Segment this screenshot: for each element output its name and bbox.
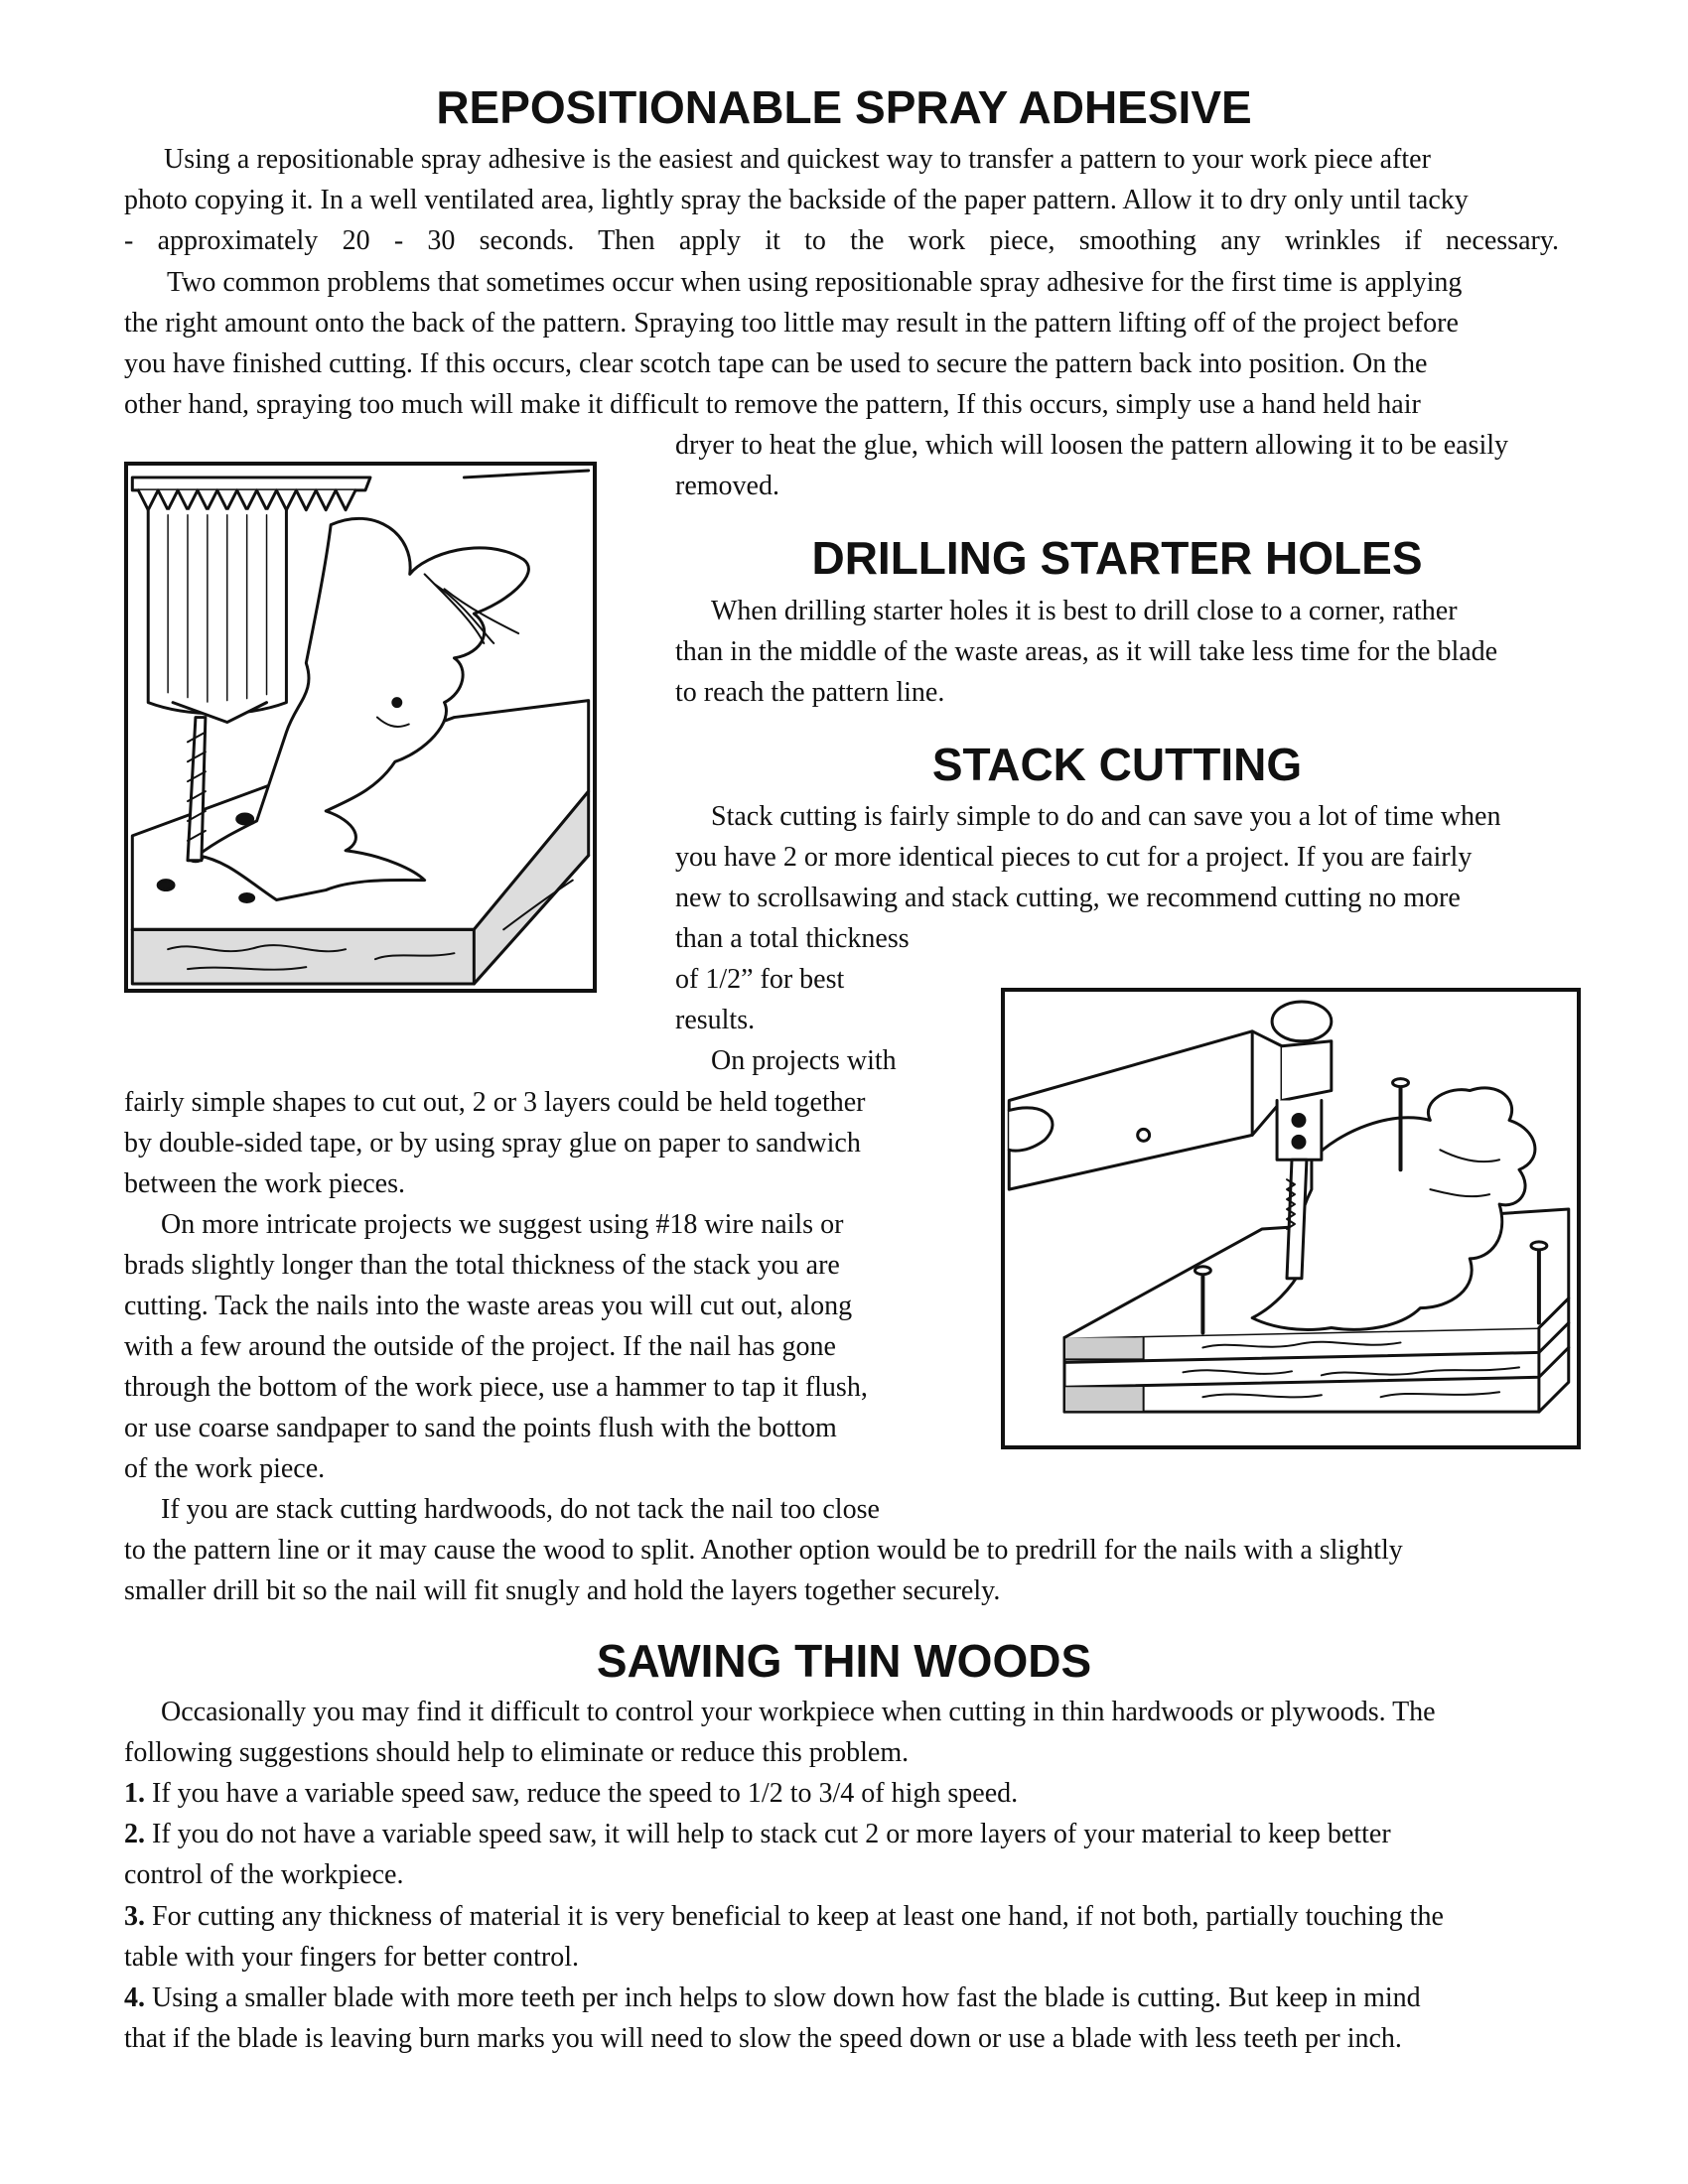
stack-line: of the work piece. [124, 1453, 326, 1484]
adhesive-line: dryer to heat the glue, which will loosen the pattern allowing it to be easily [675, 430, 1509, 461]
suggestion-number: 3. [124, 1901, 145, 1932]
stack-line: to the pattern line or it may cause the wood to split. Another option would be to predrill for the nails with a slightly [124, 1535, 1403, 1566]
heading-stack-cutting: STACK CUTTING [931, 739, 1303, 790]
drilling-line: When drilling starter holes it is best to drill close to a corner, rather [711, 596, 1458, 626]
drilling-line: to reach the pattern line. [675, 677, 945, 708]
adhesive-line: Using a repositionable spray adhesive is the easiest and quickest way to transfer a pattern to your work piece after [164, 144, 1431, 175]
adhesive-line: - approximately 20 - 30 seconds. Then apply it to the work piece, smoothing any wrinkles if necessary. [124, 225, 1559, 256]
suggestion-text-continued: table with your fingers for better control. [124, 1942, 579, 1973]
heading-spray-adhesive: REPOSITIONABLE SPRAY ADHESIVE [436, 81, 1252, 133]
suggestion-text: If you do not have a variable speed saw, it will help to stack cut 2 or more layers of your material to keep better [152, 1819, 1391, 1849]
stack-line: new to scrollsawing and stack cutting, we recommend cutting no more [675, 883, 1461, 913]
stack-line: by double-sided tape, or by using spray glue on paper to sandwich [124, 1128, 861, 1159]
stack-line: of 1/2” for best [675, 964, 845, 995]
stack-line: results. [675, 1005, 756, 1035]
suggestion-number: 1. [124, 1778, 145, 1809]
stack-line: than a total thickness [675, 923, 910, 954]
adhesive-line: other hand, spraying too much will make it difficult to remove the pattern, If this occurs, simply use a hand held hair [124, 389, 1421, 420]
scroll-saw-figure [1001, 988, 1581, 1449]
heading-drilling-starter-holes: DRILLING STARTER HOLES [811, 532, 1423, 584]
suggestion-text-continued: control of the workpiece. [124, 1859, 404, 1890]
adhesive-line: photo copying it. In a well ventilated area, lightly spray the backside of the paper pattern. Allow it to dry only until tacky [124, 185, 1469, 215]
thin-intro-line: following suggestions should help to eliminate or reduce this problem. [124, 1737, 910, 1768]
suggestion-item [124, 1773, 1018, 1814]
stack-line: brads slightly longer than the total thickness of the stack you are [124, 1250, 840, 1281]
suggestion-text: Using a smaller blade with more teeth per inch helps to slow down how fast the blade is cutting. But keep in mind [152, 1982, 1421, 2013]
stack-line: or use coarse sandpaper to sand the points flush with the bottom [124, 1413, 837, 1443]
drill-press-figure [124, 462, 597, 993]
suggestion-text: If you have a variable speed saw, reduce the speed to 1/2 to 3/4 of high speed. [152, 1778, 1019, 1809]
adhesive-line: removed. [675, 471, 779, 501]
drilling-line: than in the middle of the waste areas, as it will take less time for the blade [675, 636, 1498, 667]
stack-line: cutting. Tack the nails into the waste areas you will cut out, along [124, 1291, 853, 1321]
suggestion-number: 4. [124, 1982, 145, 2013]
heading-sawing-thin-woods: SAWING THIN WOODS [596, 1635, 1092, 1687]
stack-line: between the work pieces. [124, 1168, 405, 1199]
stack-line: On projects with [711, 1045, 897, 1076]
stack-line: If you are stack cutting hardwoods, do not tack the nail too close [161, 1494, 880, 1525]
stack-line: you have 2 or more identical pieces to cut for a project. If you are fairly [675, 842, 1473, 873]
adhesive-line: Two common problems that sometimes occur when using repositionable spray adhesive for the first time is applying [167, 267, 1463, 298]
stack-line: fairly simple shapes to cut out, 2 or 3 layers could be held together [124, 1087, 866, 1118]
stack-line: through the bottom of the work piece, use a hammer to tap it flush, [124, 1372, 868, 1403]
suggestion-item [124, 1896, 1444, 1937]
thin-intro-line: Occasionally you may find it difficult to control your workpiece when cutting in thin hardwoods or plywoods. The [161, 1697, 1436, 1727]
adhesive-line: you have finished cutting. If this occurs, clear scotch tape can be used to secure the pattern back into position. On the [124, 348, 1428, 379]
suggestion-number: 2. [124, 1819, 145, 1849]
drill-press-eagle-icon [128, 466, 593, 989]
stack-line: smaller drill bit so the nail will fit snugly and hold the layers together securely. [124, 1575, 1001, 1606]
suggestion-text: For cutting any thickness of material it is very beneficial to keep at least one hand, if not both, partially touching the [152, 1901, 1444, 1932]
adhesive-line: the right amount onto the back of the pattern. Spraying too little may result in the pattern lifting off of the project before [124, 308, 1459, 339]
stack-line: Stack cutting is fairly simple to do and can save you a lot of time when [711, 801, 1501, 832]
suggestion-item [124, 1814, 1391, 1854]
suggestion-item [124, 1978, 1421, 2018]
stack-line: with a few around the outside of the project. If the nail has gone [124, 1331, 836, 1362]
stack-line: On more intricate projects we suggest using #18 wire nails or [161, 1209, 844, 1240]
scroll-saw-stack-icon [1005, 992, 1577, 1445]
suggestion-text-continued: that if the blade is leaving burn marks you will need to slow the speed down or use a blade with less teeth per inch. [124, 2023, 1402, 2054]
